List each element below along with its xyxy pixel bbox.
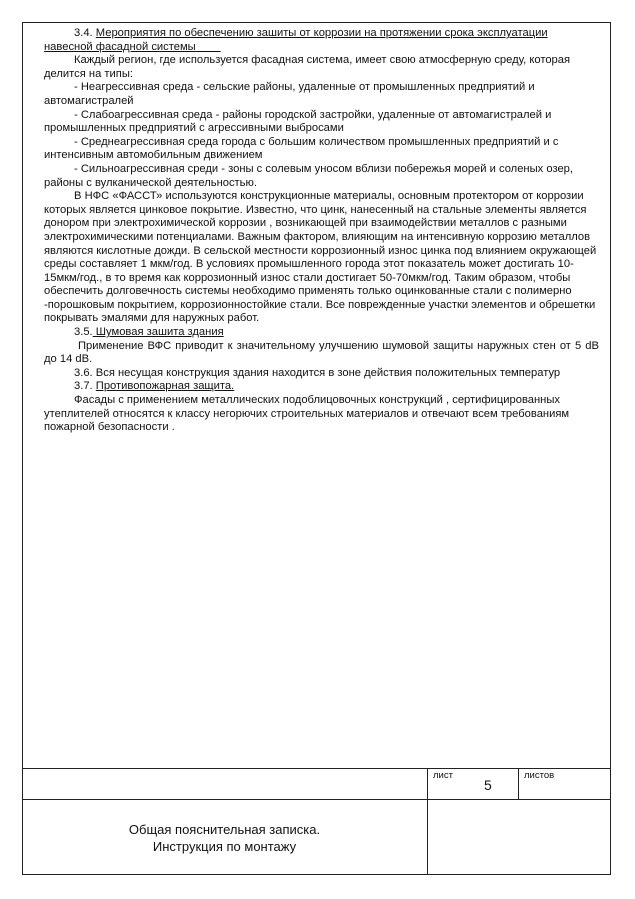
title-block-middle-line xyxy=(22,799,611,800)
document-title xyxy=(22,822,427,855)
env-type-item: - Среднеагрессивная среда города с большим количеством промышленных предприятий и с интенсивным автомобильным движением xyxy=(44,135,559,162)
paragraph-3-6: 3.6. Вся несущая конструкция здания находится в зоне действия положительных температур xyxy=(74,366,561,379)
section-3-4-heading xyxy=(44,27,599,54)
section-title: Противопожарная защита. xyxy=(95,380,235,393)
sheet-label: лист xyxy=(433,770,453,781)
title-block-divider xyxy=(427,768,428,875)
section-3-7-heading xyxy=(44,380,599,394)
env-type-item: - Неагрессивная среда - сельские районы, удаленные от промышленных предприятий и автомагистралей xyxy=(44,81,535,107)
paragraph-region: Каждый регион, где используется фасадная система, имеет свою атмосферную среду, которая делится на типы: xyxy=(44,54,571,80)
paragraph-materials: В НФС «ФАССТ» используются конструкционные материалы, основным протектором от коррозии которых является цинковое покрытие. Известно, что цинк, нанесенный на стальные элементы является донором при электрохимической коррозии , возникающей при взаимодействии металлов с разными электрохимическими потенциалами. Важным фактором, влияющим на интенсивную коррозию металлов являются кислотные дожди. В сельской местности коррозионный износ цинка под влиянием окружающей среды составляет 1 мкм/год. В условиях промышленного города этот показатель может достигать 10-15мкм/год., в то время как коррозионный износ стали достигает 50-70мкм/год. Таким образом, чтобы обеспечить долговечность системы необходимо применять только оцинкованные стали с полимерно -порошковым покрытием, коррозионностойкие стали. Все поврежденные участки элементов и обрешетки покрывать эмалями для наружных работ. xyxy=(44,190,597,325)
env-type-item: - Сильноагрессивная среди - зоны с солевым уносом вблизи побережья морей и соленых озер, районы с вулканической деятельностью. xyxy=(44,162,574,189)
paragraph-noise: Применение ВФС приводит к значительному улучшению шумовой защиты наружных стен от 5 dB до 14 dB. xyxy=(44,339,599,366)
section-number: 3.5. xyxy=(74,326,93,339)
section-number: 3.7. xyxy=(74,380,96,393)
paragraph-fire: Фасады с применением металлических подоблицовочных конструкций , сертифицированных утеплителей относятся к классу негорючих строительных материалов и отвечают всем требованиям пожарной безопасности . xyxy=(44,394,570,434)
document-body xyxy=(44,27,599,435)
section-3-5-heading xyxy=(44,326,599,340)
sheet-number: 5 xyxy=(484,777,492,793)
section-number: 3.4. xyxy=(74,27,96,39)
sheet-cells-divider xyxy=(518,768,519,799)
section-title: Шумовая зашита здания xyxy=(92,326,224,339)
title-block-top-line xyxy=(22,768,611,769)
section-title: Мероприятия по обеспечению зашиты от коррозии на протяжении срока эксплуатации навесной фасадной системы xyxy=(44,27,548,53)
sheets-label: листов xyxy=(524,770,555,781)
env-type-item: - Слабоагрессивная среда - районы городской застройки, удаленные от автомагистралей и промышленных предприятий с агрессивными выбросами xyxy=(44,108,552,135)
heading-underline-tail xyxy=(196,41,221,53)
title-line-1: Общая пояснительная записка. xyxy=(128,822,321,837)
title-block xyxy=(22,768,611,875)
title-line-2: Инструкция по монтажу xyxy=(152,838,297,854)
